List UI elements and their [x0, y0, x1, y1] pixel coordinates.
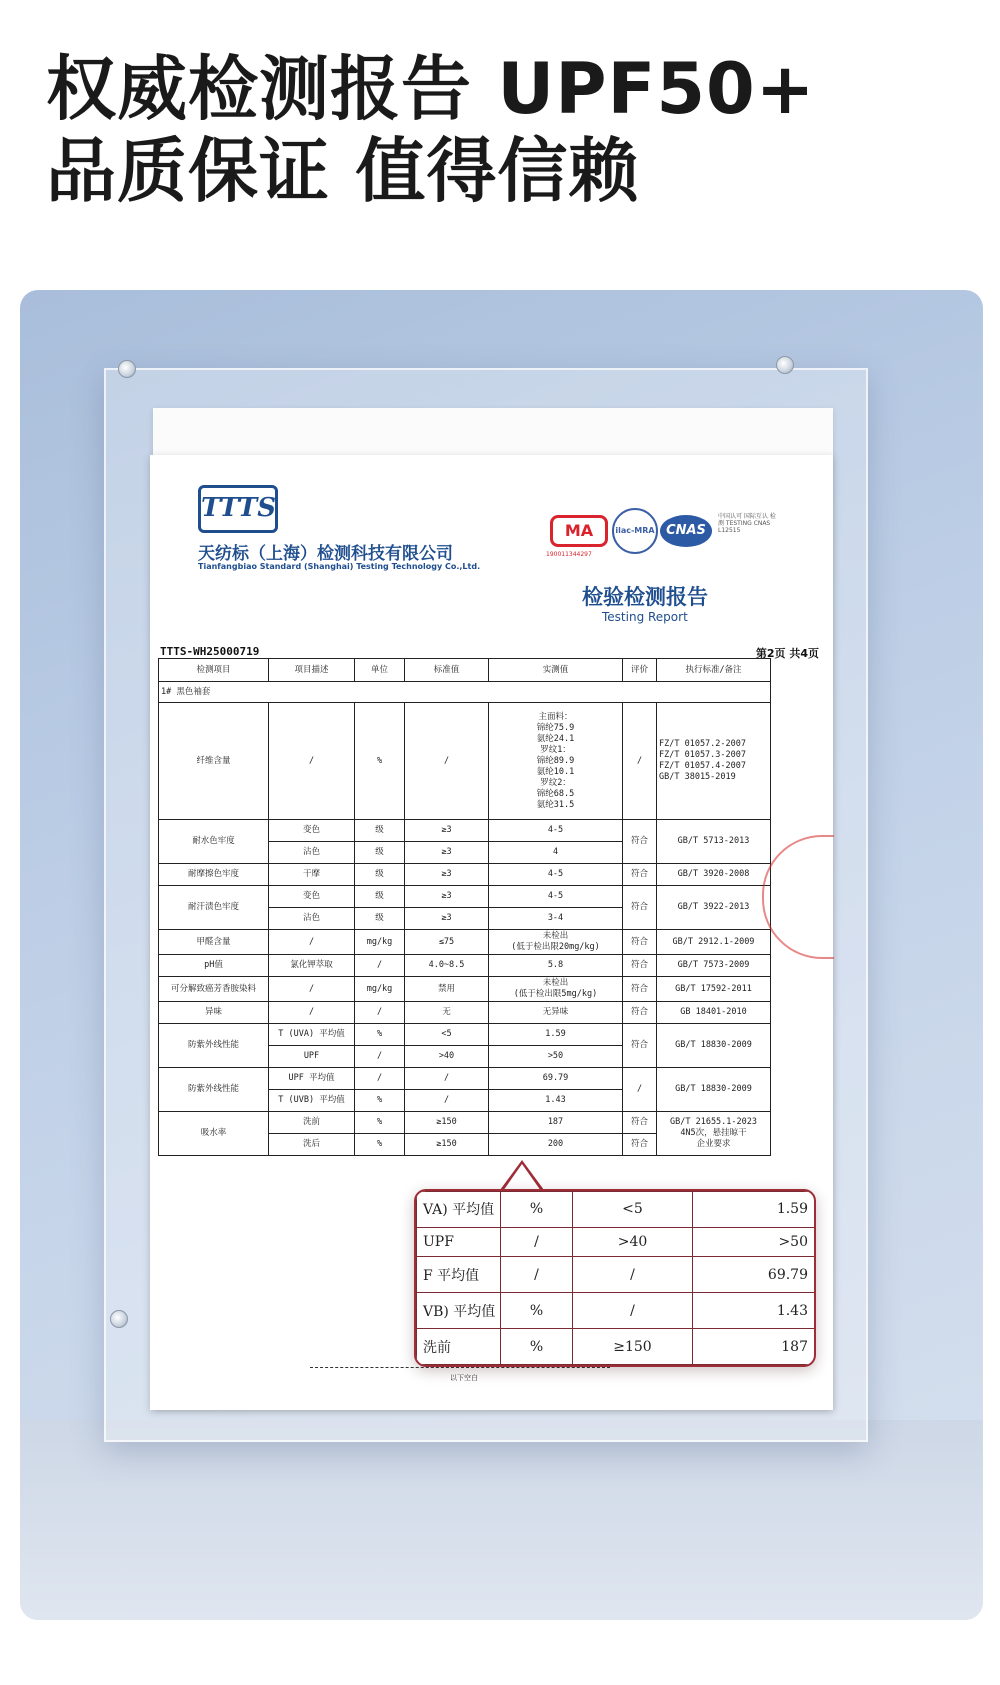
cell: 4-5	[489, 886, 623, 908]
photo-stage	[20, 290, 983, 1620]
cell: 符合	[623, 930, 657, 955]
header-cell: 实测值	[489, 659, 623, 682]
zoom-cell: >40	[573, 1227, 693, 1256]
report-title-en: Testing Report	[602, 610, 688, 624]
cell: /	[269, 703, 355, 820]
table-row	[159, 977, 771, 1002]
cell: GB/T 7573-2009	[657, 955, 771, 977]
cell: 无	[405, 1002, 489, 1024]
zoom-row	[417, 1329, 815, 1365]
cell: 洗后	[269, 1134, 355, 1156]
zoom-cell: %	[501, 1293, 573, 1329]
zoom-cell: F 平均值	[417, 1257, 501, 1293]
cell: 级	[355, 842, 405, 864]
cell: /	[623, 1068, 657, 1112]
zoom-cell: 1.43	[693, 1293, 815, 1329]
table-row	[159, 1068, 771, 1090]
report-table	[158, 658, 771, 1156]
cell: 吸水率	[159, 1112, 269, 1156]
cell: GB/T 21655.1-2023 4N5次，悬挂晾干 企业要求	[657, 1112, 771, 1156]
table-row	[159, 820, 771, 842]
zoom-row	[417, 1257, 815, 1293]
cell: 5.8	[489, 955, 623, 977]
cell: /	[355, 955, 405, 977]
zoom-cell: <5	[573, 1192, 693, 1228]
cell: 异味	[159, 1002, 269, 1024]
cell: UPF 平均值	[269, 1068, 355, 1090]
company-name-cn: 天纺标（上海）检测科技有限公司	[198, 544, 453, 564]
zoom-cell: VB) 平均值	[417, 1293, 501, 1329]
cell: 3-4	[489, 908, 623, 930]
cell: 耐摩擦色牢度	[159, 864, 269, 886]
cell: %	[355, 1024, 405, 1046]
cell: GB/T 3920-2008	[657, 864, 771, 886]
cell: /	[355, 1002, 405, 1024]
screw-icon	[110, 1310, 128, 1328]
header-cell: 评价	[623, 659, 657, 682]
table-row	[159, 930, 771, 955]
report-number: TTTS-WH25000719	[160, 645, 260, 658]
ttts-logo: TTTS	[198, 485, 278, 533]
cell: 4-5	[489, 864, 623, 886]
cell: %	[355, 1134, 405, 1156]
table-row	[159, 864, 771, 886]
company-name-en: Tianfangbiao Standard (Shanghai) Testing Technology Co.,Ltd.	[198, 562, 481, 571]
cell: 纤维含量	[159, 703, 269, 820]
zoom-cell: >50	[693, 1227, 815, 1256]
cell: ≥3	[405, 820, 489, 842]
cell: 变色	[269, 886, 355, 908]
cell: %	[355, 703, 405, 820]
header-cell: 项目描述	[269, 659, 355, 682]
zoom-callout	[414, 1189, 816, 1367]
zoom-cell: /	[573, 1257, 693, 1293]
zoom-cell: /	[501, 1227, 573, 1256]
ilac-logo: ilac-MRA	[612, 508, 658, 554]
end-divider	[310, 1367, 610, 1368]
cell: ≥150	[405, 1112, 489, 1134]
cell: /	[405, 1068, 489, 1090]
zoom-cell: 69.79	[693, 1257, 815, 1293]
red-stamp	[762, 835, 834, 959]
cell: 可分解致癌芳香胺染料	[159, 977, 269, 1002]
table-header-row	[159, 659, 771, 682]
cell: 未检出 (低于检出限5mg/kg)	[489, 977, 623, 1002]
cell: 符合	[623, 886, 657, 930]
cell: 耐汗渍色牢度	[159, 886, 269, 930]
zoom-cell: /	[501, 1257, 573, 1293]
header-cell: 检测项目	[159, 659, 269, 682]
cell: 沾色	[269, 842, 355, 864]
screw-icon	[118, 360, 136, 378]
cell: 69.79	[489, 1068, 623, 1090]
table-row	[159, 955, 771, 977]
cell: ≤75	[405, 930, 489, 955]
cell: 1.59	[489, 1024, 623, 1046]
cell: 耐水色牢度	[159, 820, 269, 864]
cell: 符合	[623, 955, 657, 977]
cell: ≥150	[405, 1134, 489, 1156]
cell: 级	[355, 886, 405, 908]
cma-logo: MA	[550, 515, 608, 547]
cell: 干摩	[269, 864, 355, 886]
cell: 无异味	[489, 1002, 623, 1024]
zoom-table	[416, 1191, 815, 1365]
zoom-cell: 187	[693, 1329, 815, 1365]
cell: /	[405, 703, 489, 820]
table-row	[159, 1002, 771, 1024]
cell: 沾色	[269, 908, 355, 930]
cell: 甲醛含量	[159, 930, 269, 955]
cell: 符合	[623, 977, 657, 1002]
cell: 主面料： 锦纶75.9 氨纶24.1 罗纹1： 锦纶89.9 氨纶10.1 罗纹2： 锦纶68.5 氨纶31.5	[489, 703, 623, 820]
cell: 洗前	[269, 1112, 355, 1134]
zoom-cell: VA) 平均值	[417, 1192, 501, 1228]
sample-row: 1# 黑色袖套	[159, 682, 771, 703]
table-row	[159, 682, 771, 703]
cell: ≥3	[405, 864, 489, 886]
cell: 符合	[623, 1112, 657, 1134]
cell: /	[405, 1090, 489, 1112]
cell: T (UVB) 平均值	[269, 1090, 355, 1112]
zoom-cell: ≥150	[573, 1329, 693, 1365]
headline-line-2: 品质保证 值得信赖	[46, 130, 640, 212]
headline	[46, 48, 815, 212]
cell: 187	[489, 1112, 623, 1134]
cell: 符合	[623, 1134, 657, 1156]
page-info: 第2页 共4页	[755, 647, 819, 660]
header-cell: 标准值	[405, 659, 489, 682]
cell: GB 18401-2010	[657, 1002, 771, 1024]
cell: pH值	[159, 955, 269, 977]
cell: 1.43	[489, 1090, 623, 1112]
zoom-cell: %	[501, 1329, 573, 1365]
cell: >40	[405, 1046, 489, 1068]
cell: 4	[489, 842, 623, 864]
cell: /	[355, 1046, 405, 1068]
callout-pointer-inner	[503, 1164, 541, 1191]
cell: 4-5	[489, 820, 623, 842]
cell: GB/T 18830-2009	[657, 1024, 771, 1068]
cell: <5	[405, 1024, 489, 1046]
cma-number: 190011344297	[546, 551, 592, 558]
cell: mg/kg	[355, 930, 405, 955]
zoom-cell: /	[573, 1293, 693, 1329]
stage-floor	[20, 1420, 983, 1620]
cell: 未检出 (低于检出限20mg/kg)	[489, 930, 623, 955]
cell: mg/kg	[355, 977, 405, 1002]
cell: 变色	[269, 820, 355, 842]
end-text: 以下空白	[450, 1374, 478, 1382]
zoom-row	[417, 1227, 815, 1256]
zoom-row	[417, 1293, 815, 1329]
cell: GB/T 18830-2009	[657, 1068, 771, 1112]
screw-icon	[776, 356, 794, 374]
cnas-logo: CNAS	[660, 515, 712, 547]
cell: GB/T 2912.1-2009	[657, 930, 771, 955]
cell: 符合	[623, 864, 657, 886]
table-row	[159, 1112, 771, 1134]
cell: >50	[489, 1046, 623, 1068]
cell: 符合	[623, 1002, 657, 1024]
cell: ≥3	[405, 842, 489, 864]
cell: 级	[355, 908, 405, 930]
cell: UPF	[269, 1046, 355, 1068]
cell: 防紫外线性能	[159, 1024, 269, 1068]
header-cell: 执行标准/备注	[657, 659, 771, 682]
table-row	[159, 886, 771, 908]
cell: /	[269, 930, 355, 955]
cell: GB/T 5713-2013	[657, 820, 771, 864]
cell: 级	[355, 820, 405, 842]
cell: GB/T 17592-2011	[657, 977, 771, 1002]
zoom-cell: UPF	[417, 1227, 501, 1256]
cell: %	[355, 1090, 405, 1112]
header-cell: 单位	[355, 659, 405, 682]
cell: 200	[489, 1134, 623, 1156]
zoom-row	[417, 1192, 815, 1228]
cell: ≥3	[405, 886, 489, 908]
zoom-cell: %	[501, 1192, 573, 1228]
cell: FZ/T 01057.2-2007 FZ/T 01057.3-2007 FZ/T 01057.4-2007 GB/T 38015-2019	[657, 703, 771, 820]
headline-line-1: 权威检测报告 UPF50+	[46, 48, 816, 130]
cell: /	[355, 1068, 405, 1090]
cell: 4.0~8.5	[405, 955, 489, 977]
cell: GB/T 3922-2013	[657, 886, 771, 930]
cell: ≥3	[405, 908, 489, 930]
cell: 符合	[623, 1024, 657, 1068]
zoom-cell: 洗前	[417, 1329, 501, 1365]
cell: T (UVA) 平均值	[269, 1024, 355, 1046]
cell: /	[269, 977, 355, 1002]
report-title-cn: 检验检测报告	[582, 585, 708, 609]
cell: 级	[355, 864, 405, 886]
cnas-caption: 中国认可 国际互认 检测 TESTING CNAS L12515	[718, 513, 776, 534]
cell: /	[269, 1002, 355, 1024]
cell: 氯化钾萃取	[269, 955, 355, 977]
zoom-cell: 1.59	[693, 1192, 815, 1228]
cell: /	[623, 703, 657, 820]
table-row	[159, 703, 771, 820]
table-row	[159, 1024, 771, 1046]
cell: %	[355, 1112, 405, 1134]
cell: 禁用	[405, 977, 489, 1002]
cell: 符合	[623, 820, 657, 864]
cell: 防紫外线性能	[159, 1068, 269, 1112]
